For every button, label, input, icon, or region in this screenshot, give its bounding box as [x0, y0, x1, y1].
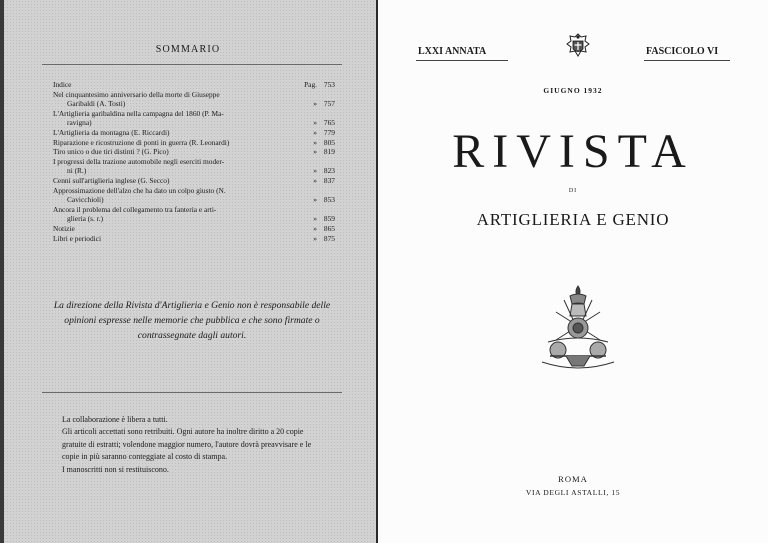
toc-entry-title: Approssimazione dell'alzo che ha dato un colpo giusto (N. — [53, 185, 226, 195]
divider — [644, 60, 730, 61]
annata-label: LXXI ANNATA — [418, 46, 487, 57]
toc-page-prefix: » — [313, 223, 317, 233]
toc-entry — [53, 157, 317, 167]
editorial-notice: La direzione della Rivista d'Artiglieria e Genio non è responsabile delle opinioni espresse nelle memorie che pubblica e che sono firmate o contrassegnate dagli autori. — [53, 300, 331, 341]
collaboration-notes — [56, 414, 328, 476]
right-page — [378, 0, 768, 543]
toc-entry-title: L'Artiglieria garibaldina nella campagna del 1860 (P. Ma- — [53, 108, 224, 118]
toc-entry-title: Cavicchioli) — [67, 195, 104, 205]
toc-page-prefix: » — [313, 195, 317, 205]
collab-line: I manoscritti non si restituiscono. — [62, 464, 169, 474]
toc-entry-title: Tiro unico o due tiri distinti ? (G. Pico) — [53, 147, 169, 157]
toc-entry-title: Notizie — [53, 223, 75, 233]
toc-entry — [53, 118, 335, 128]
journal-title: RIVISTA — [452, 125, 694, 178]
sommario-heading: SOMMARIO — [155, 44, 221, 55]
divider — [42, 392, 342, 393]
toc-page-number: 865 — [323, 223, 335, 233]
toc-page-number: 779 — [323, 127, 335, 137]
toc-page-number: 837 — [323, 175, 335, 185]
toc-entry — [53, 137, 335, 148]
crest-icon — [564, 32, 592, 62]
toc-entry-title: Indice — [53, 80, 72, 89]
collab-line: La collaborazione è libera a tutti. — [62, 415, 168, 424]
toc-page-prefix: » — [313, 147, 317, 157]
toc-page-number: 853 — [323, 195, 335, 205]
toc-entry — [53, 223, 335, 234]
toc-page-prefix: » — [313, 127, 317, 137]
issue-date: GIUGNO 1932 — [543, 86, 603, 95]
toc-page-prefix: » — [313, 166, 317, 176]
toc-page-number: 859 — [323, 214, 335, 224]
toc-page-prefix: » — [313, 175, 317, 185]
toc-page-prefix: » — [313, 118, 317, 128]
toc-entry — [53, 214, 335, 224]
toc-page-number: 805 — [323, 137, 335, 147]
toc-entry — [53, 166, 335, 176]
toc-entry — [53, 99, 335, 109]
toc-entry — [53, 147, 335, 157]
fascicolo-label: FASCICOLO VI — [646, 46, 719, 57]
toc-page-prefix: » — [313, 137, 317, 147]
toc-entry-title: ni (R.) — [67, 166, 87, 176]
toc-page-prefix: » — [313, 214, 317, 224]
toc-page-prefix: Pag. — [304, 80, 317, 89]
table-of-contents — [53, 80, 335, 243]
toc-entry-title: Nel cinquantesimo anniversario della morte di Giuseppe — [53, 89, 220, 99]
toc-entry — [53, 233, 335, 244]
toc-entry-title: L'Artiglieria da montagna (E. Riccardi) — [53, 127, 170, 137]
toc-entry-title: Riparazione e ricostruzione di ponti in guerra (R. Leonardi) — [53, 137, 230, 147]
toc-entry-title: glieria (s. r.) — [67, 214, 104, 224]
toc-entry-title: Ancora il problema del collegamento tra fanteria e arti- — [53, 204, 217, 214]
toc-page-number: 875 — [323, 233, 335, 243]
left-page — [0, 0, 378, 543]
publication-city: ROMA — [558, 474, 588, 484]
toc-entry-title: Libri e periodici — [53, 233, 102, 243]
toc-entry — [53, 186, 317, 196]
collab-line: Gli articoli accettati sono retribuiti. Ogni autore ha inoltre diritto a 20 copie gratuite di estratti; volendone maggior numero, l'autore dovrà preavvisare e le copie in più saranno conteggiate al costo di stampa. — [62, 427, 312, 462]
toc-entry-title: Garibaldi (A. Tosti) — [67, 99, 126, 109]
toc-entry — [53, 80, 335, 90]
toc-entry-title: I progressi della trazione automobile negli eserciti moder- — [53, 156, 225, 166]
toc-page-number: 819 — [323, 147, 335, 157]
toc-page-number: 823 — [323, 166, 335, 176]
artillery-trophy-emblem-icon — [536, 282, 620, 372]
toc-entry — [53, 205, 317, 215]
toc-entry — [53, 195, 335, 205]
toc-page-number: 753 — [323, 80, 335, 89]
toc-entry-title: Cenni sull'artiglieria inglese (G. Secco) — [53, 175, 170, 185]
toc-entry-title: ravigna) — [67, 118, 92, 128]
divider — [42, 64, 342, 65]
toc-page-number: 765 — [323, 118, 335, 128]
publication-address: VIA DEGLI ASTALLI, 15 — [525, 488, 621, 497]
toc-entry — [53, 109, 317, 119]
toc-page-prefix: » — [313, 233, 317, 243]
journal-subtitle: ARTIGLIERIA E GENIO — [476, 210, 670, 229]
toc-page-prefix: » — [313, 99, 317, 109]
toc-entry — [53, 90, 317, 100]
divider — [416, 60, 508, 61]
toc-page-number: 757 — [323, 99, 335, 109]
toc-entry — [53, 127, 335, 138]
title-connector: DI — [568, 188, 578, 194]
toc-entry — [53, 175, 335, 186]
